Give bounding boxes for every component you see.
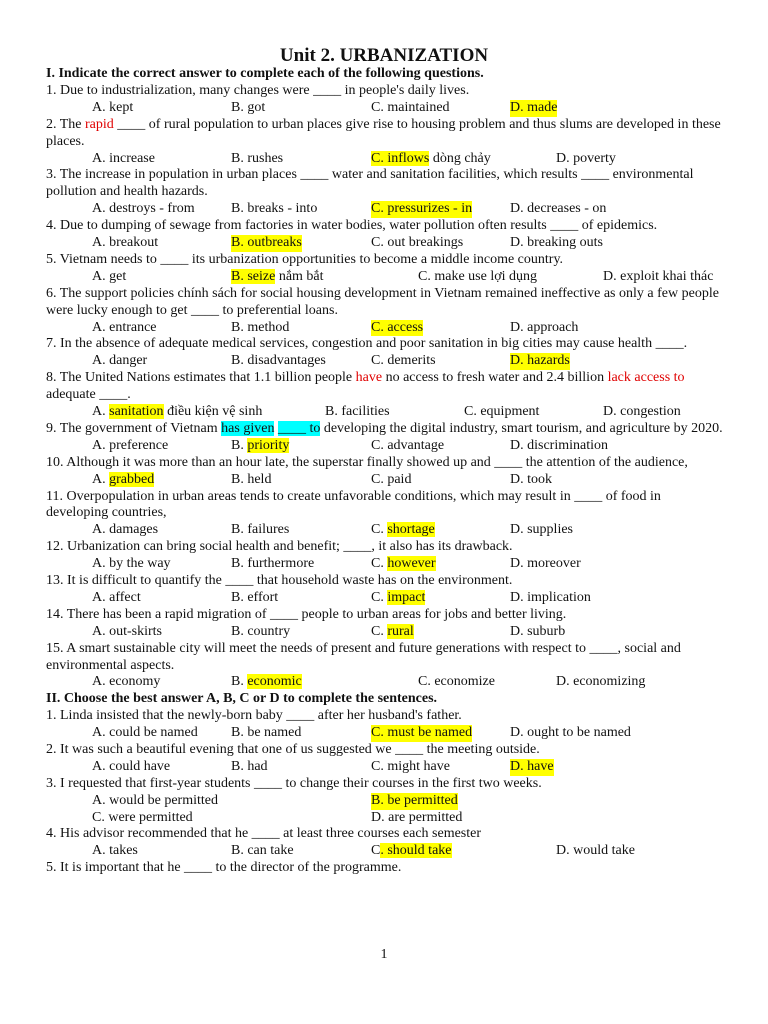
option-b: B. breaks - into: [231, 201, 318, 217]
option-d: D. are permitted: [371, 809, 463, 825]
option-c: C. might have: [371, 758, 450, 774]
question-2-5: 5. It is important that he ____ to the director of the programme.: [46, 860, 402, 876]
options-8: [46, 404, 726, 421]
option-d: D. decreases - on: [510, 201, 607, 217]
section-2-heading: II. Choose the best answer A, B, C or D to complete the sentences.: [46, 691, 438, 707]
option-c-answer: C. pressurizes - in: [371, 201, 473, 217]
options-1: [46, 100, 726, 117]
options-2-1: [46, 725, 726, 742]
page-number: 1: [380, 947, 388, 962]
option-a: A. destroys - from: [92, 201, 195, 217]
section-1-heading: I. Indicate the correct answer to complete each of the following questions.: [46, 66, 484, 81]
option-c-answer: C. should take: [371, 843, 452, 859]
option-b: B. failures: [231, 522, 290, 538]
option-d: D. exploit khai thác: [603, 268, 714, 284]
option-a: A. affect: [92, 589, 141, 605]
option-b: B. held: [231, 471, 272, 487]
options-11: [46, 522, 726, 539]
option-b: B. country: [231, 623, 291, 639]
option-b: B. can take: [231, 843, 294, 859]
option-a: A. increase: [92, 150, 155, 166]
options-4: [46, 235, 726, 252]
question-1: 1. Due to industrialization, many changes were ____ in people's daily lives.: [46, 82, 470, 98]
option-a: A. entrance: [92, 319, 157, 335]
option-b: B. rushes: [231, 150, 284, 166]
option-b: B. disadvantages: [231, 353, 326, 369]
option-a: A. out-skirts: [92, 623, 162, 639]
question-2-3: 3. I requested that first-year students ____ to change their courses in the first two weeks.: [46, 775, 542, 791]
option-d: D. discrimination: [510, 437, 608, 453]
question-8: 8. The United Nations estimates that 1.1 billion people have no access to fresh water and 2.4 billion lack access to adequate ____.: [46, 370, 685, 403]
question-2-1: 1. Linda insisted that the newly-born baby ____ after her husband's father.: [46, 708, 462, 724]
option-b-answer: B. seize nắm bắt: [231, 268, 324, 284]
option-c-answer: C. access: [371, 319, 424, 335]
question-14: 14. There has been a rapid migration of ____ people to urban areas for jobs and better living.: [46, 606, 567, 622]
option-d: D. suburb: [510, 623, 566, 639]
option-b: B. facilities: [325, 404, 390, 420]
options-2-2: [46, 759, 726, 776]
question-13: 13. It is difficult to quantify the ____ that household waste has on the environment.: [46, 573, 513, 588]
option-c: C. equipment: [464, 404, 540, 420]
option-c-answer: C. rural: [371, 623, 414, 639]
option-d: D. breaking outs: [510, 235, 603, 251]
option-d: D. took: [510, 471, 552, 487]
option-b-answer: B. outbreaks: [231, 235, 302, 251]
option-a: A. would be permitted: [92, 792, 218, 808]
question-4: 4. Due to dumping of sewage from factories in water bodies, water pollution often results ____ of epidemics.: [46, 218, 658, 234]
option-c: C. make use lợi dụng: [418, 268, 537, 284]
option-d-answer: D. have: [510, 758, 554, 774]
question-10: 10. Although it was more than an hour late, the superstar finally showed up and ____ the attention of the audience,: [46, 454, 688, 470]
option-b: B. effort: [231, 589, 279, 605]
option-a: A. could have: [92, 758, 171, 774]
question-9: 9. The government of Vietnam has given ____ to developing the digital industry, smart tourism, and agriculture by 2020.: [46, 420, 723, 436]
options-5: [46, 269, 726, 286]
option-a: A. damages: [92, 522, 159, 538]
option-c: C. economize: [418, 674, 495, 690]
option-b-answer: B. be permitted: [371, 792, 458, 808]
option-a: A. danger: [92, 353, 148, 369]
options-14: [46, 624, 726, 641]
option-a-answer: A. grabbed: [92, 471, 155, 487]
option-b: B. method: [231, 319, 290, 335]
options-15: [46, 674, 726, 691]
option-c-answer: C. however: [371, 556, 436, 572]
option-b: B. got: [231, 99, 266, 115]
option-d: D. economizing: [556, 674, 646, 690]
option-a: A. kept: [92, 99, 134, 115]
option-c-answer: C. shortage: [371, 522, 435, 538]
option-b: B. be named: [231, 725, 302, 741]
option-c-answer: C. must be named: [371, 725, 473, 741]
options-9: [46, 438, 726, 455]
options-13: [46, 590, 726, 607]
option-a-answer: A. sanitation điều kiện vệ sinh: [92, 404, 263, 420]
option-d: D. congestion: [603, 404, 681, 420]
option-d-answer: D. hazards: [510, 353, 570, 369]
option-c: C. paid: [371, 471, 412, 487]
options-10: [46, 472, 726, 489]
options-12: [46, 556, 726, 573]
worksheet-body: [46, 66, 726, 877]
option-d: D. would take: [556, 843, 635, 859]
question-6: 6. The support policies chính sách for social housing development in Vietnam remained ineffective as only a few people were lucky enough to get ____ to preferential loans.: [46, 285, 719, 318]
question-12: 12. Urbanization can bring social health and benefit; ____, it also has its drawback.: [46, 539, 513, 555]
options-2-3-row2: [46, 810, 726, 827]
options-2-4: [46, 843, 726, 860]
option-a: A. takes: [92, 843, 138, 859]
options-3: [46, 201, 726, 218]
option-d: D. supplies: [510, 522, 573, 538]
option-d: D. ought to be named: [510, 725, 631, 741]
option-d: D. poverty: [556, 150, 616, 166]
question-3: 3. The increase in population in urban places ____ water and sanitation facilities, which results ____ environmental pollution and health hazards.: [46, 167, 694, 200]
option-c: C. maintained: [371, 99, 450, 115]
option-c: C. were permitted: [92, 809, 193, 825]
page-title: Unit 2. URBANIZATION: [279, 45, 489, 66]
option-a: A. could be named: [92, 725, 198, 741]
option-c-answer: C. inflows dòng chảy: [371, 150, 491, 166]
question-5: 5. Vietnam needs to ____ its urbanization opportunities to become a middle income country.: [46, 251, 564, 267]
option-a: A. economy: [92, 674, 161, 690]
option-c: C. out breakings: [371, 235, 464, 251]
option-d: D. approach: [510, 319, 579, 335]
option-a: A. get: [92, 268, 127, 284]
option-c: C. demerits: [371, 353, 436, 369]
option-d: D. implication: [510, 589, 591, 605]
option-c: C. advantage: [371, 437, 445, 453]
option-d: D. moreover: [510, 556, 581, 572]
options-2-3-row1: [46, 793, 726, 810]
option-b: B. had: [231, 758, 268, 774]
question-11: 11. Overpopulation in urban areas tends to create unfavorable conditions, which may result in ____ of food in developing countries,: [46, 488, 661, 521]
options-7: [46, 353, 726, 370]
option-a: A. breakout: [92, 235, 159, 251]
question-15: 15. A smart sustainable city will meet the needs of present and future generations with respect to ____, social and environmental aspects.: [46, 640, 681, 673]
question-2: 2. The rapid ____ of rural population to urban places give rise to housing problem and thus slums are developed in these places.: [46, 116, 721, 149]
option-b: B. furthermore: [231, 556, 315, 572]
option-d-answer: D. made: [510, 99, 558, 115]
option-c-answer: C. impact: [371, 589, 426, 605]
options-2: [46, 151, 726, 168]
option-a: A. preference: [92, 437, 169, 453]
option-b-answer: B. economic: [231, 674, 302, 690]
options-6: [46, 320, 726, 337]
option-b-answer: B. priority: [231, 437, 290, 453]
option-a: A. by the way: [92, 556, 171, 572]
question-7: 7. In the absence of adequate medical services, congestion and poor sanitation in big cities may cause health ____.: [46, 336, 688, 352]
question-2-2: 2. It was such a beautiful evening that one of us suggested we ____ the meeting outside.: [46, 742, 540, 757]
question-2-4: 4. His advisor recommended that he ____ at least three courses each semester: [46, 826, 482, 842]
